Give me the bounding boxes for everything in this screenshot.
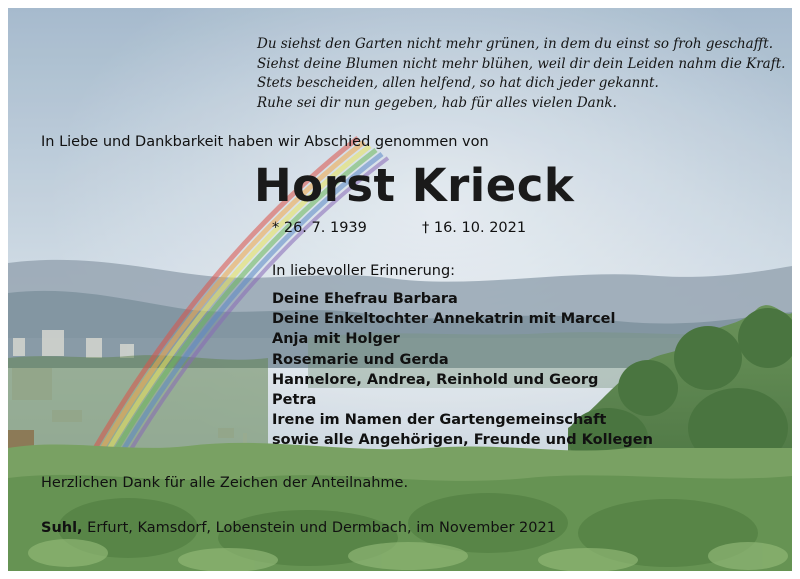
mourner: Deine Enkeltochter Annekatrin mit Marcel <box>272 311 616 328</box>
mourners-list <box>272 289 653 451</box>
mourner: Rosemarie und Gerda <box>272 351 449 368</box>
memorial-poem <box>257 35 785 113</box>
closing-rest: Erfurt, Kamsdorf, Lobenstein und Dermbach, im November 2021 <box>82 520 556 536</box>
deceased-name: Horst Krieck <box>254 159 575 212</box>
poem-line: Ruhe sei dir nun gegeben, hab für alles vielen Dank. <box>257 94 617 111</box>
mourner: Irene im Namen der Gartengemeinschaft <box>272 412 607 429</box>
closing-place: Suhl, <box>41 520 83 536</box>
mourner: Anja mit Holger <box>272 331 400 348</box>
birth-date: * 26. 7. 1939 <box>272 220 367 236</box>
memory-heading: In liebevoller Erinnerung: <box>272 263 456 279</box>
poem-line: Du siehst den Garten nicht mehr grünen, in dem du einst so froh geschafft. <box>257 36 774 52</box>
closing-line <box>41 520 556 536</box>
thanks-line: Herzlichen Dank für alle Zeichen der Anteilnahme. <box>41 475 409 491</box>
intro-line: In Liebe und Dankbarkeit haben wir Abschied genommen von <box>41 134 489 150</box>
notice-text <box>8 8 792 571</box>
mourner: Deine Ehefrau Barbara <box>272 291 458 307</box>
death-date: † 16. 10. 2021 <box>422 220 527 236</box>
mourner: Hannelore, Andrea, Reinhold und Georg <box>272 371 599 388</box>
life-dates <box>272 220 526 236</box>
poem-line: Stets bescheiden, allen helfend, so hat dich jeder gekannt. <box>257 75 659 91</box>
mourner: sowie alle Angehörigen, Freunde und Kollegen <box>272 432 653 449</box>
poem-line: Siehst deine Blumen nicht mehr blühen, weil dir dein Leiden nahm die Kraft. <box>257 55 786 72</box>
mourner: Petra <box>272 392 317 409</box>
